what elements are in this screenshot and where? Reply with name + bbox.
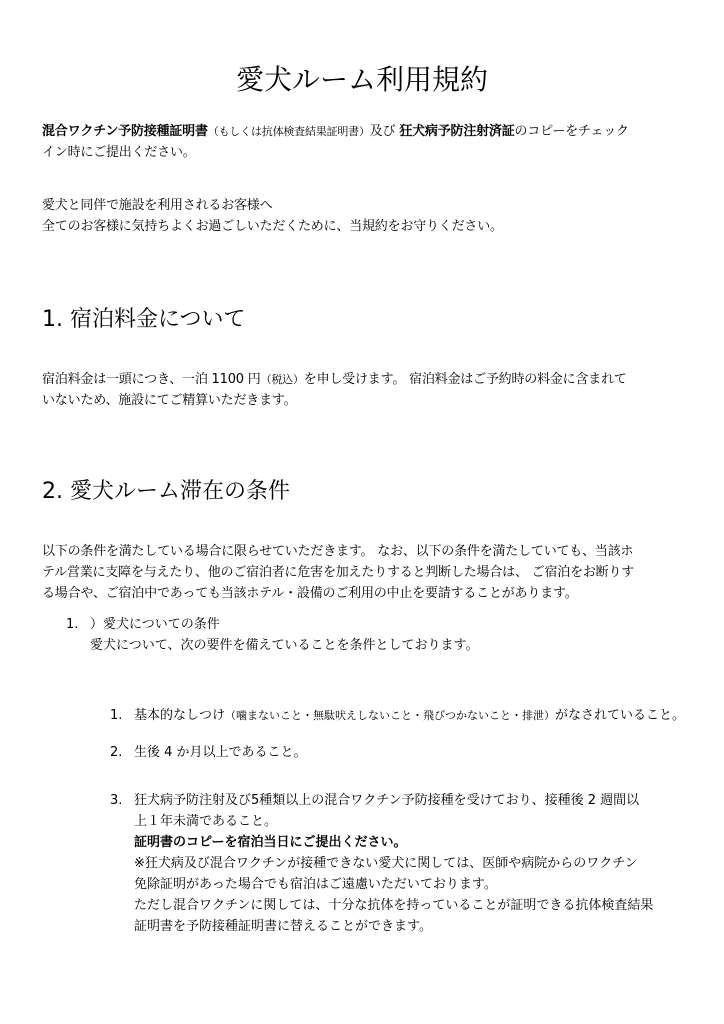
and-text: 及び [369, 124, 400, 139]
item-line-6: ただし混合ワクチンに関しては、十分な抗体を持っていることが証明できる抗体検査結果 [134, 898, 654, 913]
conditions-line-2: テル営業に支障を与えたり、他のご宿泊者に危害を加えたりすると判断した場合は、 ご宿泊をお断りす [42, 565, 635, 580]
dog-conditions-block [66, 614, 682, 656]
conditions-line-1: 以下の条件を満たしている場合に限らせていただきます。 なお、以下の条件を満たしていても、当該ホ [42, 544, 634, 559]
fee-text-a: 宿泊料金は一頭につき、一泊 1100 円 [42, 372, 261, 387]
condition-item [110, 705, 690, 726]
item-number: 2. [110, 745, 123, 760]
rabies-certificate-text: 狂犬病予防注射済証 [399, 124, 515, 139]
tax-note: （税込） [260, 373, 304, 386]
sub-number: 1. [66, 617, 79, 632]
conditions-line-3: る場合や、ご宿泊中であっても当該ホテル・設備のご利用の中止を要請することがあります。 [42, 586, 578, 601]
fee-text-b: を申し受けます。 宿泊料金はご予約時の料金に含まれて [303, 372, 627, 387]
sub-title: ）愛犬についての条件 [90, 617, 220, 632]
vaccine-certificate-text: 混合ワクチン予防接種証明書 [42, 124, 208, 139]
item-text-a: 基本的なしつけ [134, 708, 226, 723]
condition-item [110, 790, 690, 937]
item-paren: （噛まないこと・無駄吠えしないこと・飛びつかないこと・排泄） [225, 709, 556, 722]
intro-rest-1: のコピーをチェック [514, 124, 629, 139]
fee-text-c: いないため、施設にてご精算いただきます。 [42, 393, 297, 408]
item-line-5: 免除証明があった場合でも宿泊はご遠慮いただいております。 [134, 877, 497, 892]
intro-rest-2: イン時にご提出ください。 [42, 145, 196, 160]
section-2-text [42, 541, 682, 604]
condition-item [110, 742, 690, 763]
item-text-a: 生後 4 か月以上であること。 [134, 745, 307, 760]
greeting-line-1: 愛犬と同伴で施設を利用されるお客様へ [42, 198, 273, 213]
greeting-line-2: 全てのお客様に気持ちよくお過ごしいただくために、当規約をお守りください。 [42, 219, 503, 234]
page-title: 愛犬ルーム利用規約 [235, 63, 488, 96]
item-number: 3. [110, 793, 123, 808]
item-line-1: 狂犬病予防注射及び5種類以上の混合ワクチン予防接種を受けており、接種後 2 週間以 [134, 793, 640, 808]
item-line-4: ※狂犬病及び混合ワクチンが接種できない愛犬に関しては、医師や病院からのワクチン [134, 856, 638, 871]
item-line-7: 証明書を予防接種証明書に替えることができます。 [134, 919, 432, 934]
item-line-3: 証明書のコピーを宿泊当日にご提出ください。 [134, 835, 407, 850]
section-1-text [42, 369, 682, 411]
sub-description: 愛犬について、次の要件を備えていることを条件としております。 [90, 638, 479, 653]
section-2-heading: 2. 愛犬ルーム滞在の条件 [42, 479, 290, 504]
item-text-b: がなされていること。 [555, 708, 686, 723]
item-number: 1. [110, 708, 123, 723]
greeting-paragraph [42, 195, 682, 237]
intro-paragraph [42, 121, 682, 163]
antibody-note: （もしくは抗体検査結果証明書） [207, 125, 370, 138]
item-line-2: 上１年未満であること。 [134, 814, 278, 829]
section-1-heading: 1. 宿泊料金について [42, 307, 246, 332]
